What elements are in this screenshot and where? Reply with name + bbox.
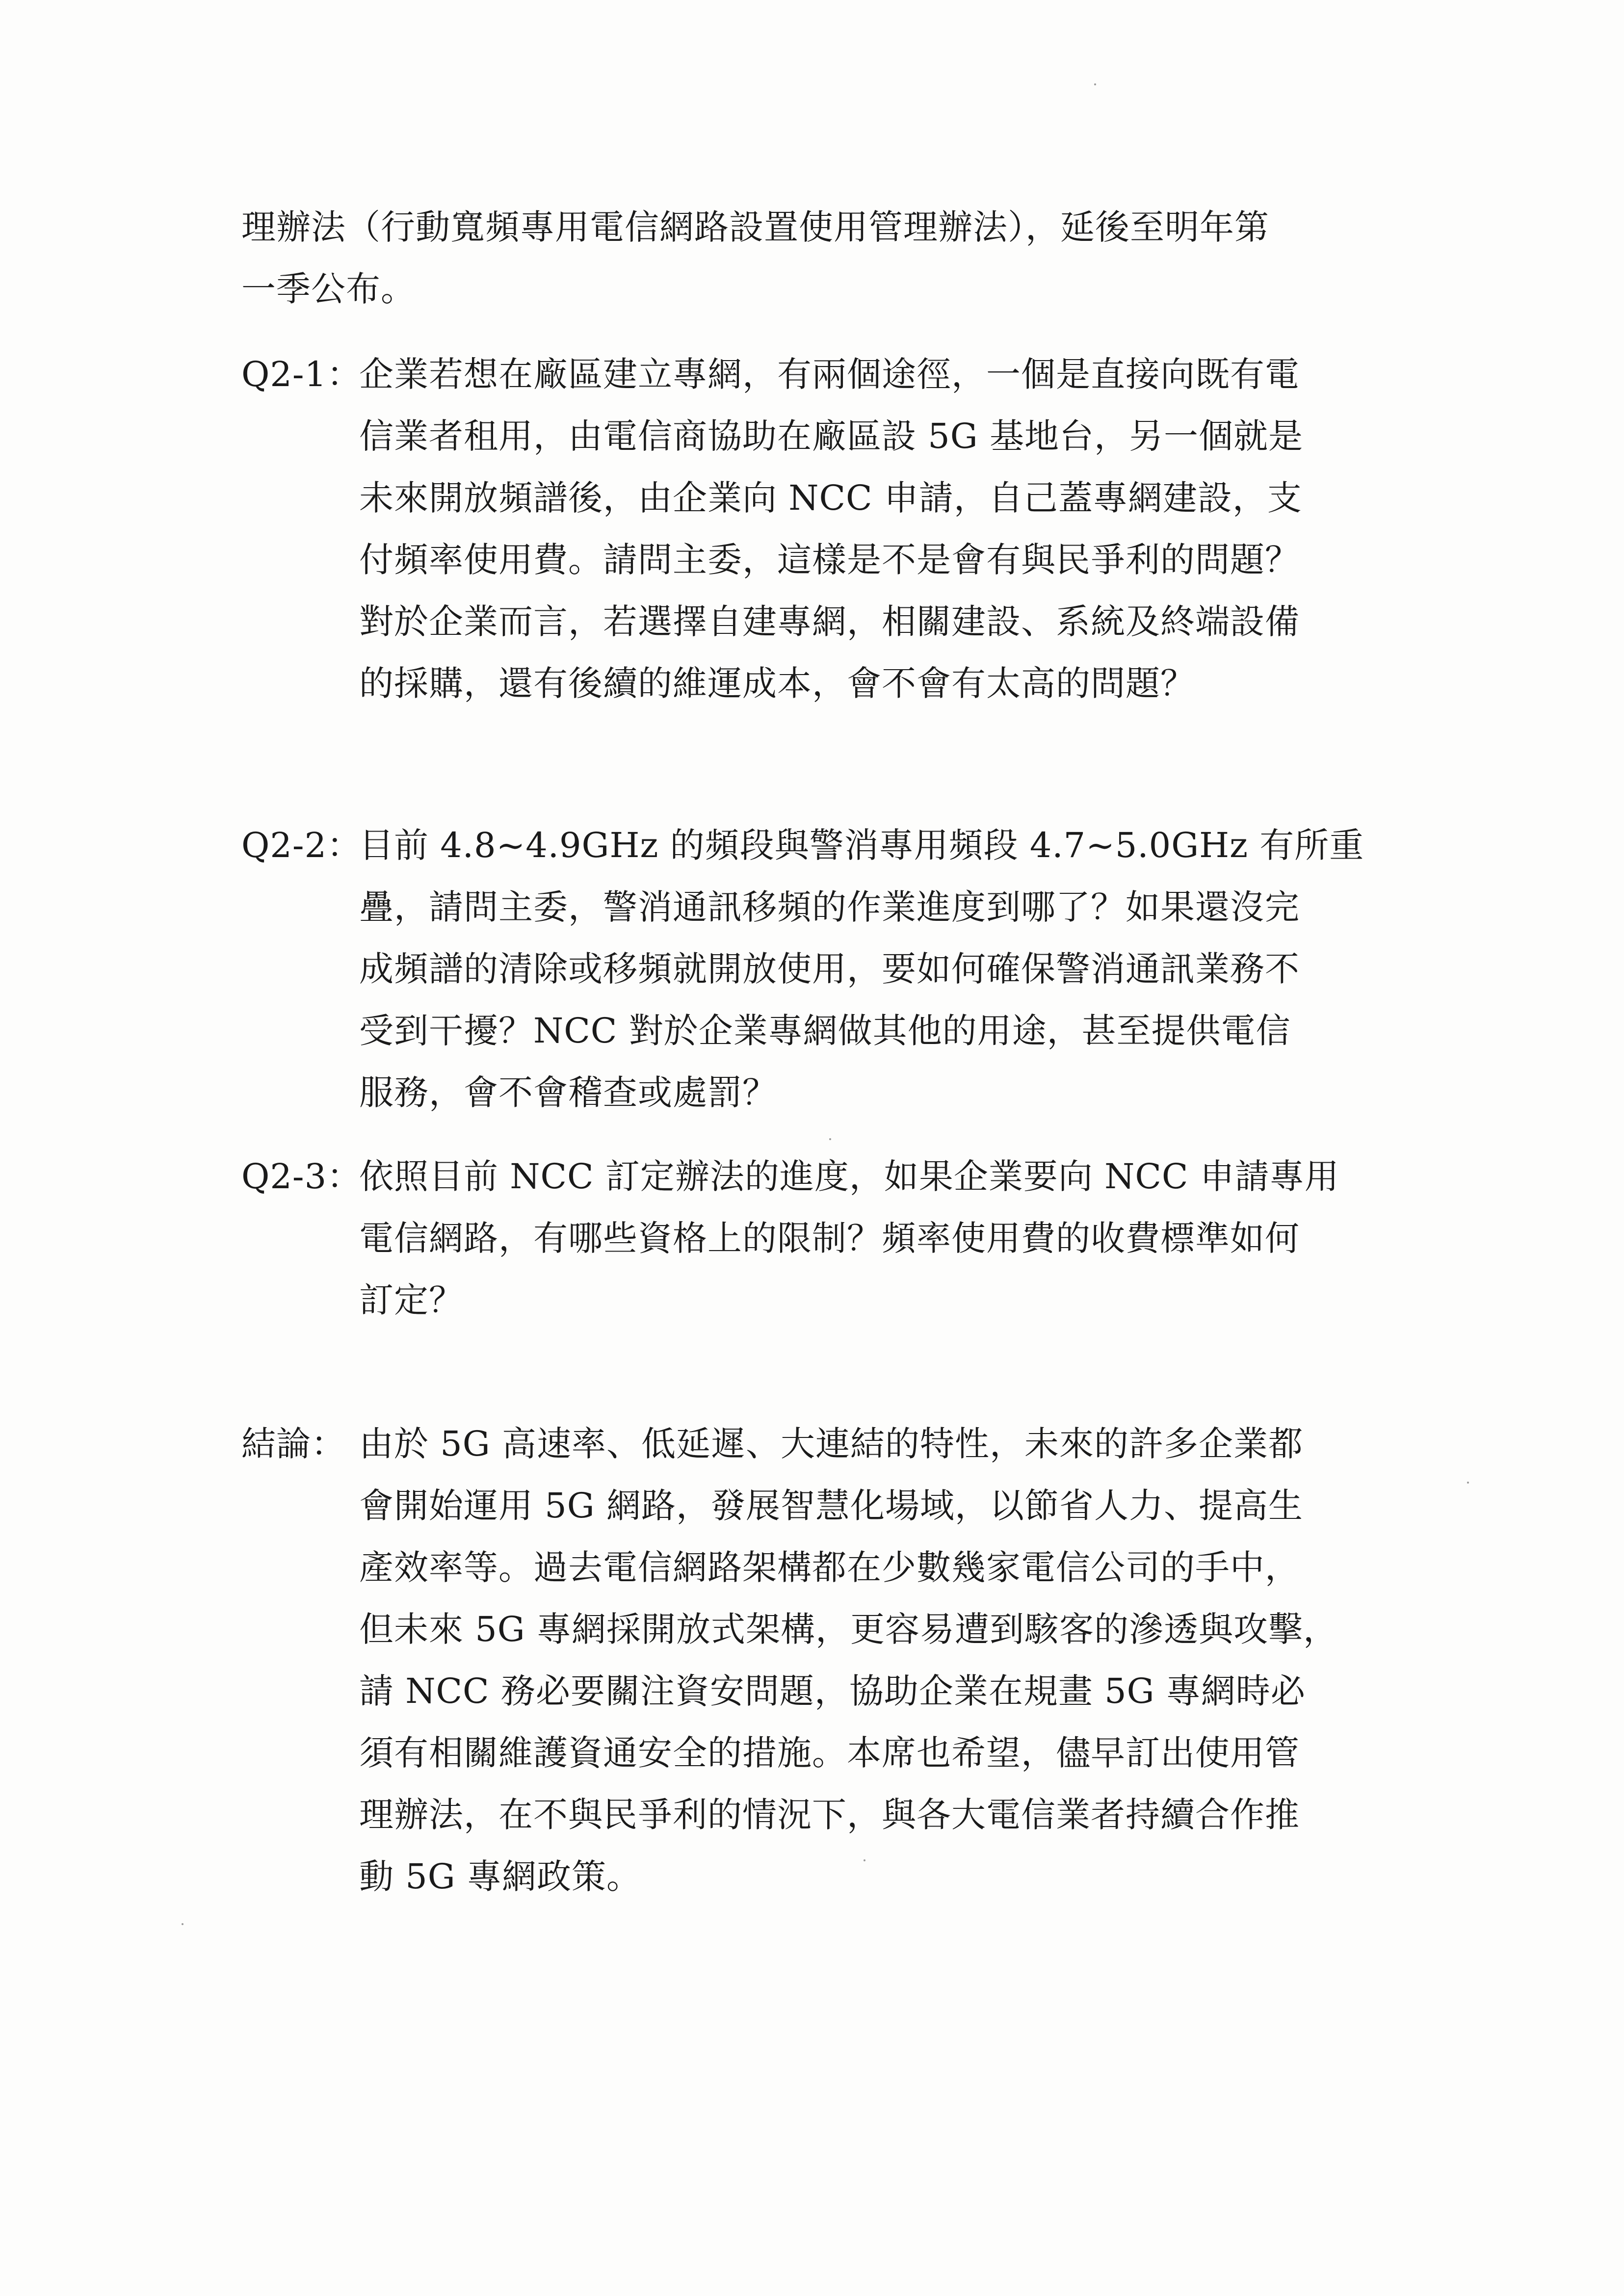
conclusion-text-line: 須有相關維護資通安全的措施。本席也希望，儘早訂出使用管 (359, 1733, 1300, 1773)
question-label: Q2-1： (241, 354, 362, 394)
scan-speck (1094, 83, 1096, 85)
question-text-line: 付頻率使用費。請問主委，這樣是不是會有與民爭利的問題？ (359, 540, 1300, 580)
scan-speck (1467, 1482, 1469, 1484)
intro-line: 一季公布。 (241, 269, 416, 309)
question-text-line: 目前 4.8~4.9GHz 的頻段與警消專用頻段 4.7~5.0GHz 有所重 (359, 825, 1364, 865)
intro-line: 理辦法（行動寬頻專用電信網路設置使用管理辦法），延後至明年第 (241, 207, 1269, 247)
question-text-line: 依照目前 NCC 訂定辦法的進度，如果企業要向 NCC 申請專用 (359, 1156, 1339, 1197)
conclusion-text-line: 但未來 5G 專網採開放式架構，更容易遭到駭客的滲透與攻擊， (359, 1609, 1338, 1649)
intro-paragraph (241, 196, 1393, 320)
question-first-line (241, 343, 1393, 405)
question-q2-3 (241, 1146, 1393, 1331)
question-q2-2 (241, 814, 1393, 1123)
conclusion-text-line: 會開始運用 5G 網路，發展智慧化場域，以節省人力、提高生 (359, 1486, 1303, 1526)
conclusion-label: 結論： (241, 1424, 346, 1464)
conclusion-paragraph (241, 1413, 1393, 1907)
question-text-line: 服務，會不會稽查或處罰？ (359, 1072, 777, 1113)
question-text-line: 信業者租用，由電信商協助在廠區設 5G 基地台，另一個就是 (359, 416, 1303, 456)
scan-speck (864, 1859, 865, 1861)
question-q2-1 (241, 343, 1393, 714)
question-text-line: 的採購，還有後續的維運成本，會不會有太高的問題？ (359, 663, 1195, 704)
question-text-line: 成頻譜的清除或移頻就開放使用，要如何確保警消通訊業務不 (359, 949, 1300, 989)
question-first-line (241, 1146, 1393, 1207)
question-label: Q2-2： (241, 825, 362, 865)
question-text-line: 電信網路，有哪些資格上的限制？頻率使用費的收費標準如何 (359, 1218, 1300, 1258)
question-text-line: 訂定？ (359, 1280, 464, 1320)
conclusion-first-line (241, 1413, 1393, 1475)
scan-speck (182, 1923, 183, 1925)
conclusion-text-line: 由於 5G 高速率、低延遲、大連結的特性，未來的許多企業都 (359, 1424, 1303, 1464)
question-text-line: 疊，請問主委，警消通訊移頻的作業進度到哪了？如果還沒完 (359, 887, 1300, 927)
question-label: Q2-3： (241, 1156, 362, 1197)
question-first-line (241, 814, 1393, 876)
scan-speck (829, 1138, 831, 1140)
question-text-line: 對於企業而言，若選擇自建專網，相關建設、系統及終端設備 (359, 601, 1300, 642)
question-text-line: 未來開放頻譜後，由企業向 NCC 申請，自己蓋專網建設，支 (359, 478, 1302, 518)
conclusion-text-line: 理辦法，在不與民爭利的情況下，與各大電信業者持續合作推 (359, 1795, 1300, 1835)
question-text-line: 企業若想在廠區建立專網，有兩個途徑，一個是直接向既有電 (359, 354, 1300, 394)
conclusion-text-line: 動 5G 專網政策。 (359, 1856, 641, 1897)
conclusion-text-line: 請 NCC 務必要關注資安問題，協助企業在規畫 5G 專網時必 (359, 1671, 1306, 1711)
question-text-line: 受到干擾？NCC 對於企業專網做其他的用途，甚至提供電信 (359, 1011, 1291, 1051)
conclusion-text-line: 產效率等。過去電信網路架構都在少數幾家電信公司的手中， (359, 1547, 1300, 1588)
